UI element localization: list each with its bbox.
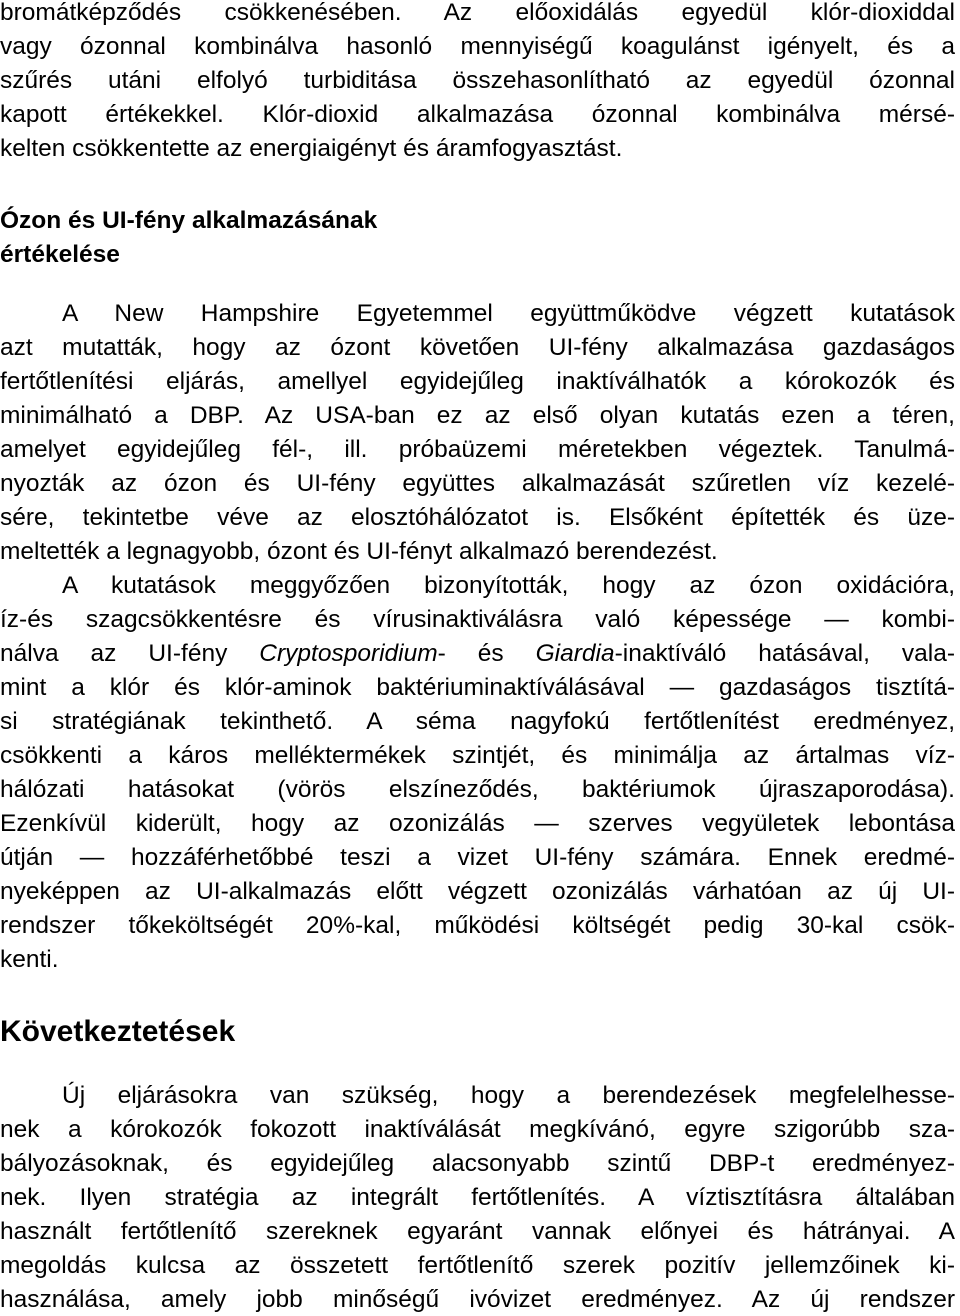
text-line: nek. Ilyen stratégia az integrált fertőtlenítés. A víztisztításra általában [0,1184,955,1211]
text-line: csökkenti a káros melléktermékek szintjét, és minimálja az ártalmas víz- [0,742,955,769]
text-line: megoldás kulcsa az összetett fertőtlenítő szerek pozitív jellemzőinek ki- [0,1252,955,1279]
text-line: vagy ózonnal kombinálva hasonló mennyiségű koagulánst igényelt, és a [0,33,955,60]
text-line: nek a kórokozók fokozott inaktíválását megkívánó, egyre szigorúbb sza- [0,1116,955,1143]
text-run: - és [437,640,536,667]
text-line: azt mutatták, hogy az ózont követően UI-fény alkalmazása gazdaságos [0,334,955,361]
text-line: kelten csökkentette az energiaigényt és áramfogyasztást. [0,135,623,162]
italic-term: Giardia [535,640,615,667]
italic-term: Cryptosporidium [259,640,438,667]
text-line: útján — hozzáférhetőbbé teszi a vizet UI-fény számára. Ennek eredmé- [0,844,955,871]
text-line: fertőtlenítési eljárás, amellyel egyidejűleg inaktíválhatók a kórokozók és [0,368,955,395]
text-line: hálózati hatásokat (vörös elszíneződés, baktériumok újraszaporodása). [0,776,955,803]
text-line: sére, tekintetbe véve az elosztóhálózatot is. Elsőként építették és üze- [0,504,955,531]
section-heading: értékelése [0,241,120,268]
text-line: íz-és szagcsökkentésre és vírusinaktiválásra való képessége — kombi- [0,606,955,633]
text-line: használása, amely jobb minőségű ivóvizet eredményez. Az új rendszer [0,1286,955,1313]
text-line: nyozták az ózon és UI-fény együttes alkalmazását szűretlen víz kezelé- [0,470,955,497]
text-line: kapott értékekkel. Klór-dioxid alkalmazása ózonnal kombinálva mérsé- [0,101,955,128]
text-line: amelyet egyidejűleg fél-, ill. próbaüzemi méretekben végeztek. Tanulmá- [0,436,955,463]
text-line [0,637,955,671]
text-line: Új eljárásokra van szükség, hogy a berendezések megfelelhesse- [62,1082,955,1109]
text-line: Ezenkívül kiderült, hogy az ozonizálás — szerves vegyületek lebontása [0,810,955,837]
text-line: bályozásoknak, és egyidejűleg alacsonyabb szintű DBP-t eredményez- [0,1150,955,1177]
text-line: használt fertőtlenítő szereknek egyaránt vannak előnyei és hátrányai. A [0,1218,955,1245]
text-line: minimálható a DBP. Az USA-ban ez az első olyan kutatás ezen a téren, [0,402,955,429]
text-line: A New Hampshire Egyetemmel együttműködve végzett kutatások [62,300,955,327]
text-line: rendszer tőkeköltségét 20%-kal, működési költségét pedig 30-kal csök- [0,912,955,939]
text-line: bromátképződés csökkenésében. Az előoxidálás egyedül klór-dioxiddal [0,0,955,26]
text-line: nyeképpen az UI-alkalmazás előtt végzett ozonizálás várhatóan az új UI- [0,878,955,905]
text-line: mint a klór és klór-aminok baktériuminaktíválásával — gazdaságos tisztítá- [0,674,955,701]
text-line: si stratégiának tekinthető. A séma nagyfokú fertőtlenítést eredményez, [0,708,955,735]
text-run: -inaktíváló hatásával, vala- [614,640,955,667]
text-line: szűrés utáni elfolyó turbiditása összehasonlítható az egyedül ózonnal [0,67,955,94]
text-line: meltették a legnagyobb, ózont és UI-fényt alkalmazó berendezést. [0,538,718,565]
text-line: A kutatások meggyőzően bizonyították, hogy az ózon oxidációra, [62,572,955,599]
section-heading: Ózon és UI-fény alkalmazásának [0,207,378,234]
text-line: kenti. [0,946,59,973]
text-run: nálva az UI-fény [0,640,260,667]
section-heading: Következtetések [0,1015,236,1048]
